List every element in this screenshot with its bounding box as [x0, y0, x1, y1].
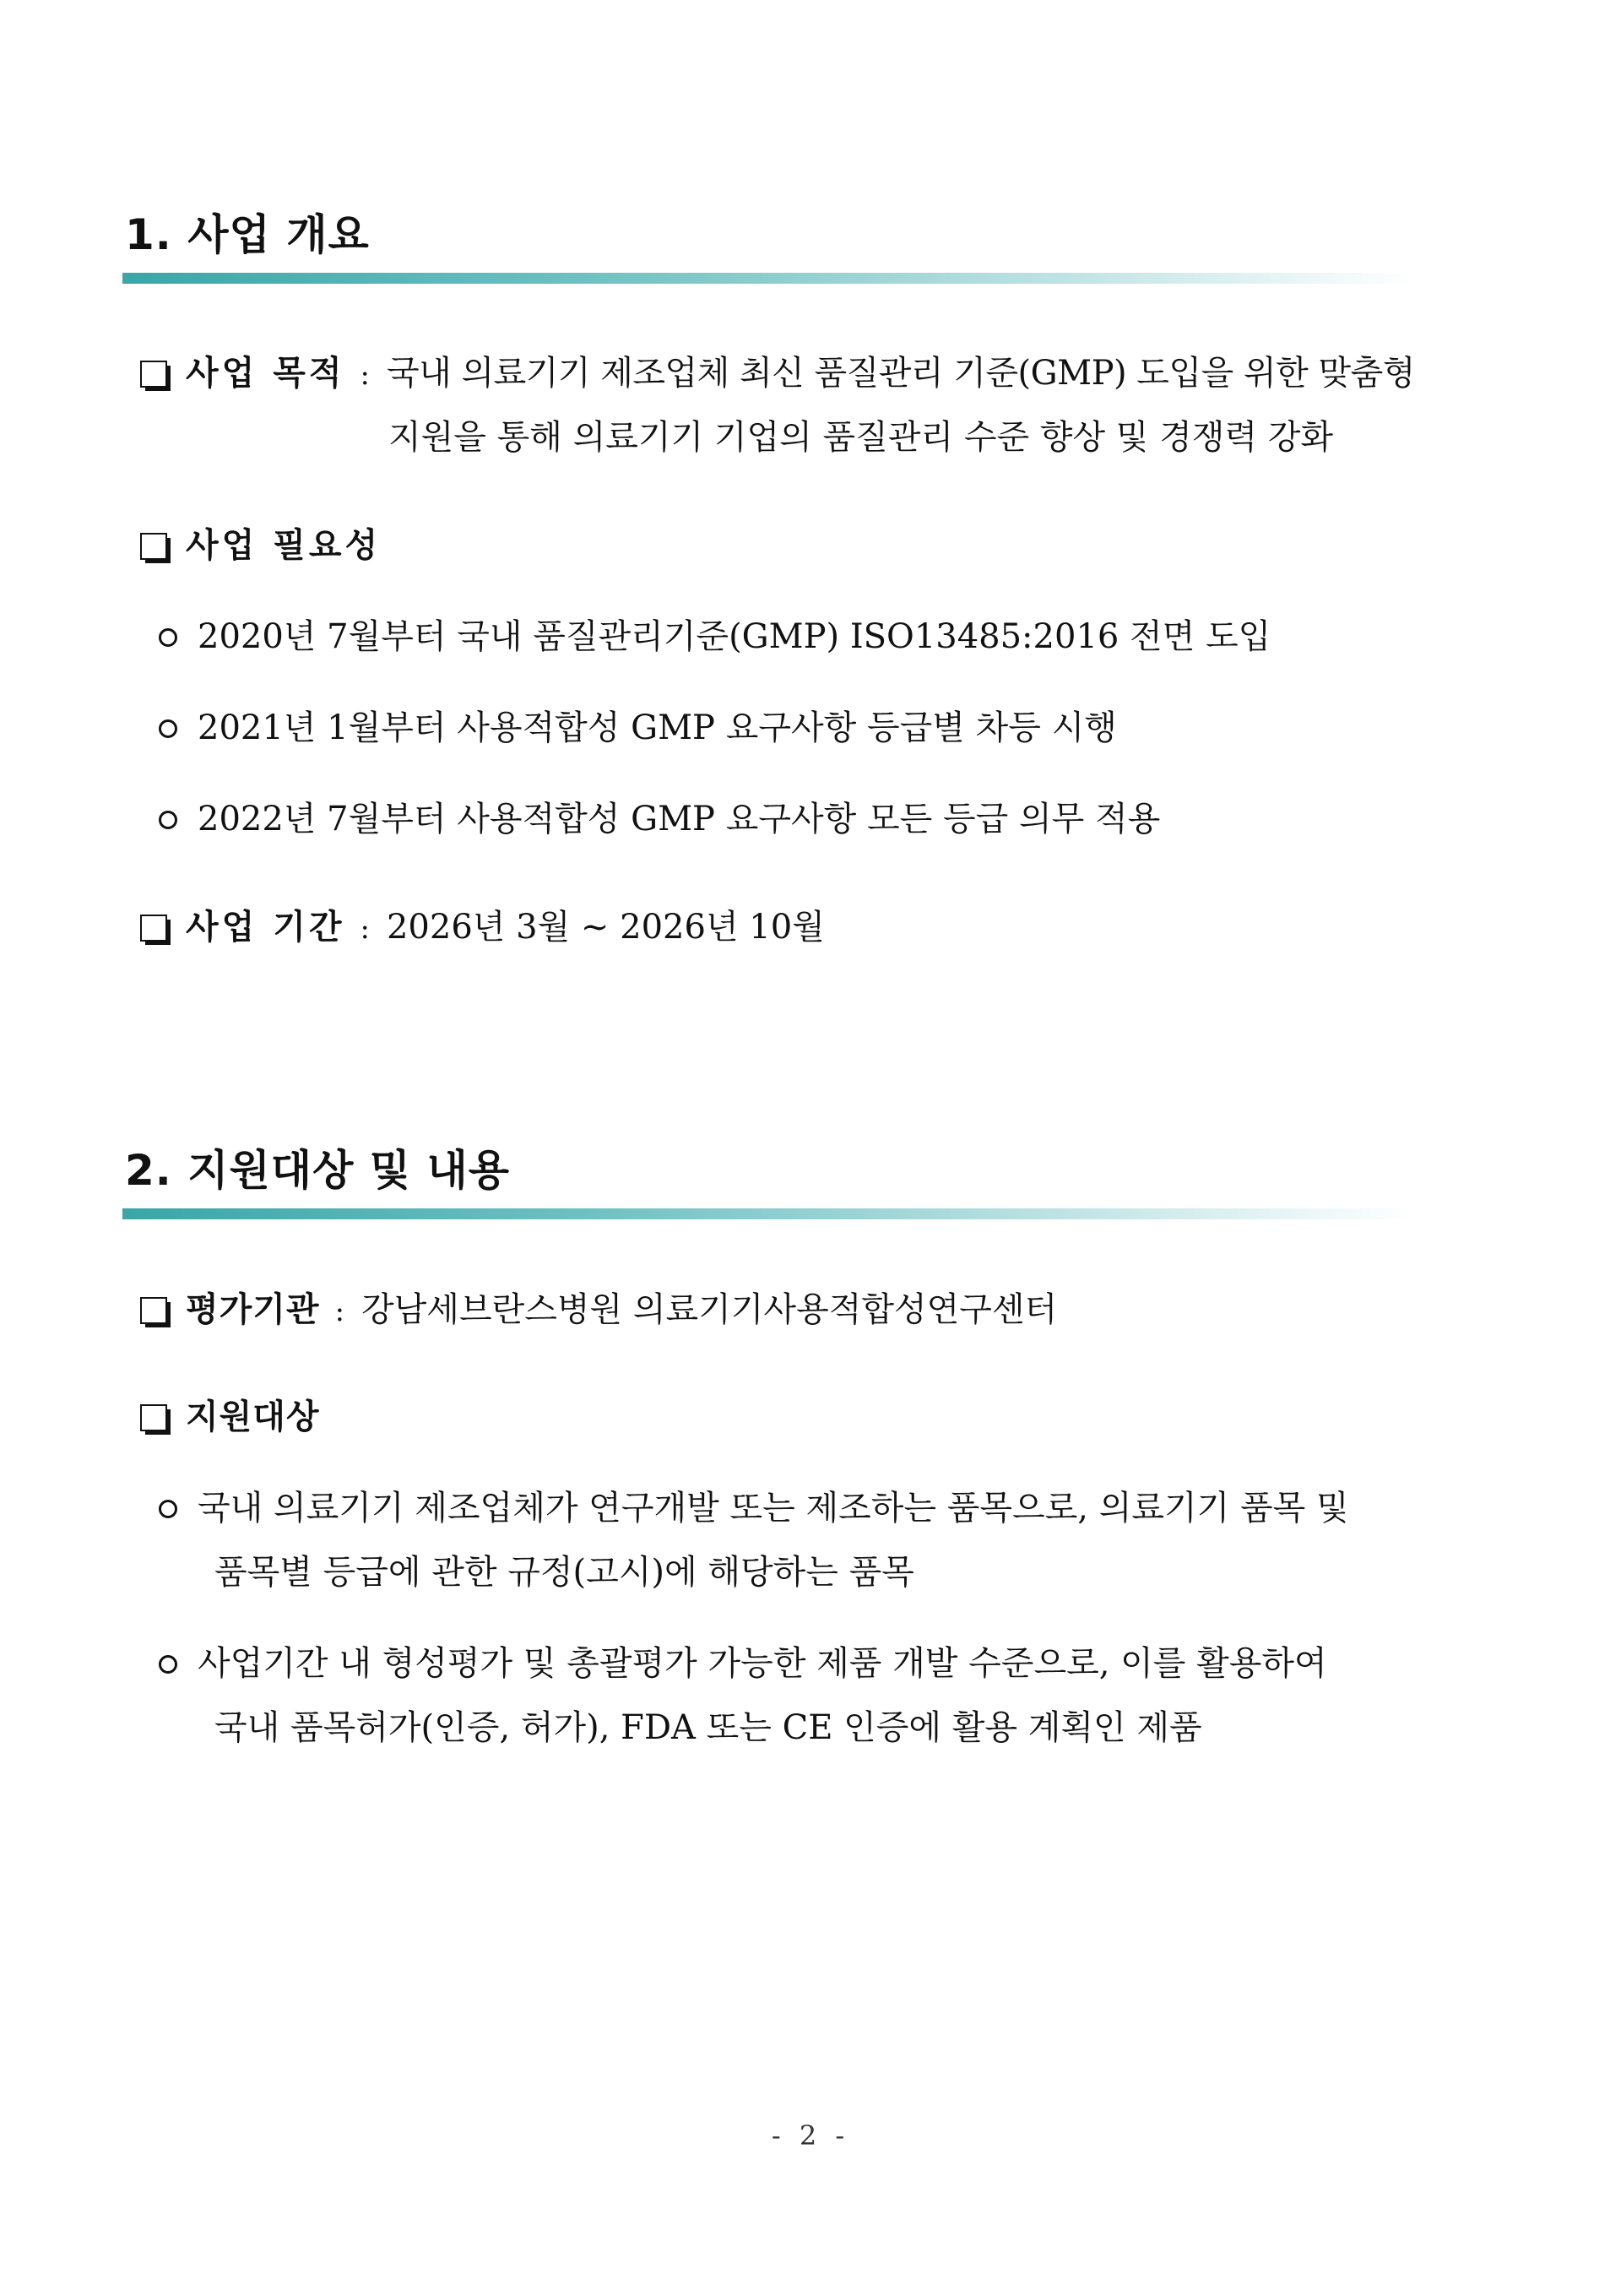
- target-list-item-line1: 사업기간 내 형성평가 및 총괄평가 가능한 제품 개발 수준으로, 이를 활용하여: [198, 1644, 1327, 1683]
- page-number: - 2 -: [771, 2120, 850, 2152]
- purpose-text-line2: 지원을 통해 의료기기 기업의 품질관리 수준 향상 및 경쟁력 강화: [388, 418, 1334, 457]
- square-bullet-icon: [140, 915, 167, 942]
- evaluator-item: [140, 1289, 1057, 1332]
- section-2-title-underline: [122, 1208, 1414, 1219]
- circle-bullet-icon: [159, 628, 177, 647]
- purpose-text-line1: 국내 의료기기 제조업체 최신 품질관리 기준(GMP) 도입을 위한 맞춤형: [386, 354, 1415, 393]
- target-list-item-line1: 국내 의료기기 제조업체가 연구개발 또는 제조하는 품목으로, 의료기기 품목 및: [198, 1489, 1349, 1528]
- necessity-list-item-text: 2021년 1월부터 사용적합성 GMP 요구사항 등급별 차등 시행: [198, 708, 1117, 747]
- purpose-item: [140, 353, 1415, 395]
- square-bullet-icon: [140, 533, 167, 560]
- target-list-item: [159, 1643, 1327, 1684]
- target-list-item: [159, 1488, 1349, 1528]
- target-label: 지원대상: [186, 1398, 320, 1436]
- circle-bullet-icon: [159, 1500, 177, 1518]
- necessity-list-item: [159, 799, 1160, 839]
- target-list-item-line2: 품목별 등급에 관한 규정(고시)에 해당하는 품목: [214, 1553, 914, 1592]
- period-item: [140, 907, 825, 949]
- purpose-label: 사업 목적: [186, 354, 345, 393]
- necessity-label: 사업 필요성: [186, 526, 382, 565]
- target-item: [140, 1397, 320, 1437]
- purpose-separator: :: [360, 358, 370, 392]
- circle-bullet-icon: [159, 811, 177, 829]
- period-value: 2026년 3월 ~ 2026년 10월: [386, 908, 825, 947]
- square-bullet-icon: [140, 361, 167, 388]
- circle-bullet-icon: [159, 719, 177, 738]
- square-bullet-icon: [140, 1404, 167, 1431]
- period-separator: :: [360, 912, 370, 946]
- period-label: 사업 기간: [186, 908, 345, 947]
- evaluator-label: 평가기관: [186, 1290, 320, 1329]
- necessity-list-item-text: 2022년 7월부터 사용적합성 GMP 요구사항 모든 등급 의무 적용: [198, 800, 1161, 839]
- evaluator-value: 강남세브란스병원 의료기기사용적합성연구센터: [361, 1290, 1058, 1329]
- section-1-title: 1. 사업 개요: [125, 210, 370, 259]
- necessity-list-item: [159, 616, 1271, 657]
- necessity-list-item: [159, 708, 1117, 748]
- section-2-title: 2. 지원대상 및 내용: [125, 1146, 511, 1195]
- necessity-item: [140, 525, 381, 566]
- target-list-item-line2: 국내 품목허가(인증, 허가), FDA 또는 CE 인증에 활용 계획인 제품: [214, 1708, 1202, 1747]
- square-bullet-icon: [140, 1297, 167, 1324]
- section-1-title-underline: [122, 273, 1414, 284]
- evaluator-separator: :: [334, 1295, 345, 1328]
- circle-bullet-icon: [159, 1655, 177, 1674]
- necessity-list-item-text: 2020년 7월부터 국내 품질관리기준(GMP) ISO13485:2016 전면 도입: [198, 617, 1271, 656]
